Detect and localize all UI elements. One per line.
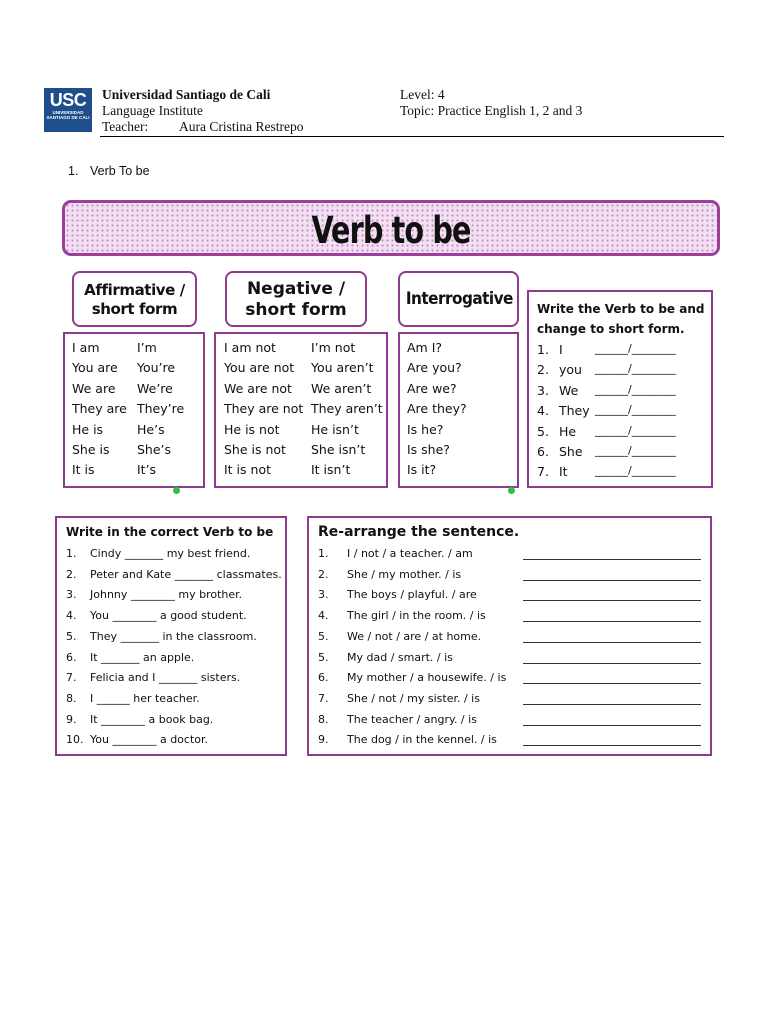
- item-number: 5.: [66, 629, 77, 643]
- affirmative-short: It’s: [137, 462, 157, 478]
- item-number: 6.: [66, 650, 77, 664]
- answer-blank: ______/________: [595, 382, 676, 396]
- affirmative-short: She’s: [137, 442, 172, 457]
- exercise-sentence: They _______ in the classroom.: [90, 629, 257, 643]
- exercise-sentence: We / not / are / at home.: [347, 629, 482, 643]
- affirmative-heading: Affirmative / short form: [84, 281, 185, 318]
- negative-full: You are not: [224, 360, 295, 376]
- item-number: 8.: [318, 712, 329, 726]
- exercise-sentence: The boys / playful. / are: [347, 588, 477, 602]
- topic-label: Topic: Practice English 1, 2 and 3: [400, 103, 583, 118]
- correct-verb-heading: Write in the correct Verb to be: [66, 525, 274, 539]
- item-number: 6.: [537, 444, 549, 459]
- affirmative-short: You’re: [137, 360, 176, 376]
- correct-verb-exercise: [55, 516, 287, 756]
- negative-full: I am not: [224, 340, 276, 355]
- answer-line: [523, 621, 701, 622]
- header-rule: [100, 136, 724, 137]
- exercise-sentence: The teacher / angry. / is: [347, 712, 477, 726]
- interrogative-heading: Interrogative: [405, 289, 513, 309]
- item-number: 5.: [318, 650, 329, 664]
- pronoun: I: [559, 342, 563, 357]
- answer-blank: ______/________: [595, 342, 676, 355]
- section-heading: [68, 164, 150, 178]
- affirmative-short: I’m: [137, 340, 157, 355]
- item-number: 3.: [66, 588, 77, 602]
- exercise-sentence: It _______ an apple.: [90, 650, 195, 664]
- item-number: 1.: [537, 342, 549, 357]
- logo-text: USC: [49, 90, 87, 110]
- level-label: Level: 4: [400, 87, 445, 102]
- item-number: 1.: [318, 547, 329, 560]
- exercise-sentence: I ______ her teacher.: [90, 691, 200, 705]
- rearrange-exercise: [307, 516, 712, 756]
- item-number: 8.: [66, 691, 77, 705]
- exercise-sentence: Cindy _______ my best friend.: [90, 547, 251, 560]
- exercise-sentence: The girl / in the room. / is: [347, 609, 486, 623]
- exercise-sentence: She / my mother. / is: [347, 567, 462, 581]
- exercise-sentence: Johnny ________ my brother.: [90, 588, 243, 602]
- item-number: 4.: [537, 403, 549, 419]
- exercise-sentence: My dad / smart. / is: [347, 650, 453, 664]
- item-number: 5.: [537, 423, 549, 439]
- logo-subtext: UNIVERSIDAD SANTIAGO DE CALI: [46, 110, 90, 120]
- banner-title: Verb to be: [311, 209, 471, 252]
- negative-short: She isn’t: [311, 442, 366, 457]
- negative-full: He is not: [224, 421, 280, 437]
- pronoun: They: [559, 403, 590, 419]
- exercise-sentence: I / not / a teacher. / am: [347, 547, 473, 560]
- exercise-sentence: My mother / a housewife. / is: [347, 671, 507, 685]
- answer-blank: ______/________: [595, 403, 676, 417]
- exercise-sentence: She / not / my sister. / is: [347, 691, 480, 705]
- answer-line: [523, 683, 701, 684]
- affirmative-full: It is: [72, 462, 95, 478]
- item-number: 1.: [66, 547, 77, 560]
- section-title: Verb To be: [90, 164, 150, 178]
- negative-heading: Negative / short form: [245, 279, 347, 320]
- affirmative-short: We’re: [137, 380, 173, 396]
- university-logo: [44, 88, 92, 132]
- item-number: 7.: [318, 691, 329, 705]
- decor-dot: [508, 487, 515, 494]
- affirmative-full: You are: [72, 360, 118, 376]
- item-number: 2.: [537, 362, 549, 378]
- negative-short: I’m not: [311, 340, 356, 355]
- interrogative-row: Is she?: [407, 442, 450, 457]
- answer-blank: ______/________: [595, 423, 676, 437]
- pronoun: you: [559, 362, 582, 378]
- teacher-label: Teacher:: [102, 119, 149, 134]
- pronoun: She: [559, 444, 583, 459]
- affirmative-short: He’s: [137, 421, 165, 437]
- answer-line: [523, 559, 701, 560]
- negative-heading-box: [225, 271, 367, 327]
- short-form-heading: Write the Verb to be and change to short form.: [537, 302, 705, 336]
- negative-full: It is not: [224, 462, 271, 478]
- item-number: 2.: [318, 567, 329, 581]
- negative-full: We are not: [224, 380, 292, 396]
- answer-line: [523, 580, 701, 581]
- item-number: 9.: [318, 733, 329, 747]
- exercise-sentence: Felicia and I _______ sisters.: [90, 671, 241, 685]
- pronoun: He: [559, 423, 577, 439]
- item-number: 2.: [66, 567, 77, 581]
- interrogative-row: Are they?: [407, 401, 467, 417]
- answer-line: [523, 600, 701, 601]
- negative-short: You aren’t: [311, 360, 374, 376]
- section-number: 1.: [68, 164, 79, 178]
- negative-short: He isn’t: [311, 421, 359, 437]
- decor-dot: [173, 487, 180, 494]
- affirmative-table: [63, 332, 205, 488]
- negative-full: They are not: [224, 401, 304, 417]
- pronoun: We: [559, 382, 579, 398]
- item-number: 3.: [537, 382, 549, 398]
- item-number: 7.: [66, 671, 77, 685]
- item-number: 7.: [537, 464, 549, 480]
- item-number: 3.: [318, 588, 329, 602]
- negative-full: She is not: [224, 442, 286, 457]
- negative-short: It isn’t: [311, 462, 351, 478]
- item-number: 4.: [66, 609, 77, 623]
- affirmative-full: They are: [72, 401, 127, 417]
- affirmative-heading-box: [72, 271, 197, 327]
- exercise-sentence: You ________ a doctor.: [90, 733, 209, 747]
- negative-table: [214, 332, 388, 488]
- affirmative-full: She is: [72, 442, 110, 457]
- interrogative-row: Is it?: [407, 462, 437, 478]
- answer-line: [523, 745, 701, 746]
- title-banner: [62, 200, 720, 256]
- interrogative-row: Are we?: [407, 380, 457, 396]
- affirmative-full: He is: [72, 421, 104, 437]
- rearrange-heading: Re-arrange the sentence.: [318, 524, 520, 540]
- pronoun: It: [559, 464, 568, 480]
- exercise-sentence: Peter and Kate _______ classmates.: [90, 567, 282, 581]
- answer-blank: ______/________: [595, 362, 676, 376]
- answer-line: [523, 663, 701, 664]
- answer-line: [523, 725, 701, 726]
- interrogative-table: [398, 332, 519, 488]
- affirmative-full: We are: [72, 380, 116, 396]
- teacher-name: Aura Cristina Restrepo: [179, 119, 304, 134]
- item-number: 5.: [318, 629, 329, 643]
- short-form-exercise: [527, 290, 713, 488]
- negative-short: They aren’t: [311, 401, 383, 417]
- affirmative-short: They’re: [137, 401, 185, 417]
- answer-line: [523, 704, 701, 705]
- interrogative-row: Is he?: [407, 421, 444, 437]
- university-name: Universidad Santiago de Cali: [102, 87, 271, 102]
- answer-line: [523, 642, 701, 643]
- affirmative-full: I am: [72, 340, 100, 355]
- interrogative-heading-box: [398, 271, 519, 327]
- answer-blank: ______/________: [595, 464, 676, 478]
- exercise-sentence: The dog / in the kennel. / is: [347, 733, 497, 747]
- interrogative-row: Am I?: [407, 340, 443, 355]
- negative-short: We aren’t: [311, 380, 372, 396]
- exercise-sentence: You ________ a good student.: [90, 609, 247, 623]
- item-number: 4.: [318, 609, 329, 623]
- exercise-sentence: It ________ a book bag.: [90, 712, 214, 726]
- institute-name: Language Institute: [102, 103, 203, 118]
- item-number: 10.: [66, 733, 84, 747]
- item-number: 9.: [66, 712, 77, 726]
- answer-blank: ______/________: [595, 444, 676, 457]
- item-number: 6.: [318, 671, 329, 685]
- interrogative-row: Are you?: [407, 360, 462, 376]
